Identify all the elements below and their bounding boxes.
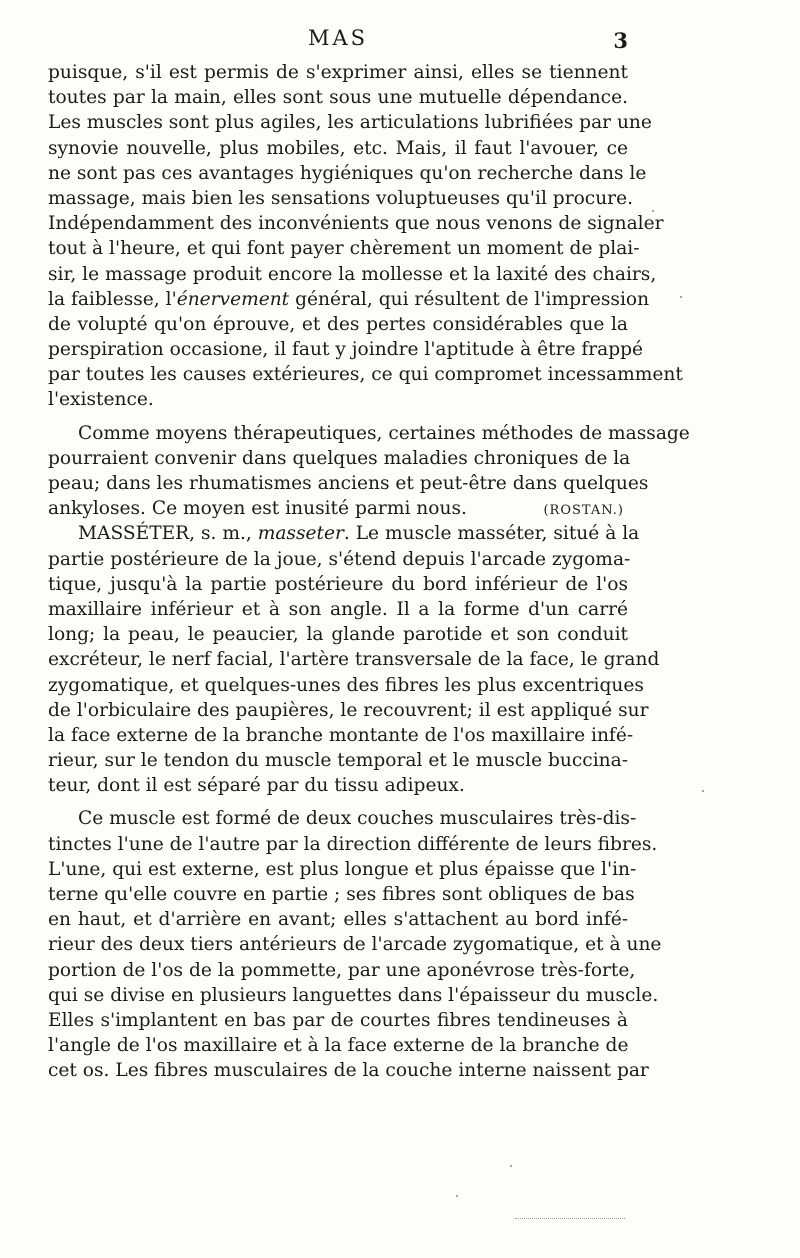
text-line: l'existence. [48,389,154,411]
scan-speck [652,210,654,212]
text-line: l'angle de l'os maxillaire et à la face externe de la branche de [48,1035,629,1057]
text-line: perspiration occasione, il faut y joindre l'aptitude à être frappé [48,339,644,361]
text-line: la face externe de la branche montante de l'os maxillaire infé- [48,724,634,746]
page-header [48,26,628,56]
text-line: synovie nouvelle, plus mobiles, etc. Mais, il faut l'avouer, ce [48,137,628,159]
text-line: Elles s'implantent en bas par de courtes fibres tendineuses à [48,1009,628,1031]
text-line: tique, jusqu'à la partie postérieure du bord inférieur de l'os [48,573,628,595]
text-line: puisque, s'il est permis de s'exprimer ainsi, elles se tiennent [48,62,628,83]
text-line: excréteur, le nerf facial, l'artère transversale de la face, le grand [48,649,660,671]
text-line: rieur des deux tiers antérieurs de l'arcade zygomatique, et à une [48,934,662,956]
text-line: qui se divise en plusieurs languettes dans l'épaisseur du muscle. [48,984,659,1006]
footer-rule [515,1218,625,1219]
scan-speck [510,1165,512,1167]
text-line: maxillaire inférieur et à son angle. Il a la forme d'un carré [48,598,628,620]
text-line: de volupté qu'on éprouve, et des pertes considérables que la [48,313,628,335]
text-line: terne qu'elle couvre en partie ; ses fibres sont obliques de bas [48,884,635,905]
text-line-with-signature [48,496,628,521]
text-line: cet os. Les fibres musculaires de la couche interne naissent par [48,1060,649,1082]
author-signature: (ROSTAN.) [543,503,624,519]
scan-speck [702,790,704,792]
body-text [48,60,690,1084]
text-line: la faiblesse, l'énervement général, qui résultent de l'impression [48,288,650,310]
text-line: sir, le massage produit encore la mollesse et la laxité des chairs, [48,263,657,285]
text-line: Indépendamment des inconvénients que nous venons de signaler [48,213,664,235]
text-line: Ce muscle est formé de deux couches musculaires très-dis- [78,808,637,830]
scan-speck [456,1195,458,1197]
text-line: par toutes les causes extérieures, ce qui compromet incessamment [48,364,683,386]
scan-speck [680,296,682,298]
entry-headword-line: MASSÉTER, s. m., masseter. Le muscle masséter, situé à la [78,523,640,545]
text-line: long; la peau, le peaucier, la glande parotide et son conduit [48,624,628,646]
text-line: rieur, sur le tendon du muscle temporal et le muscle buccina- [48,750,629,772]
text-line: partie postérieure de la joue, s'étend depuis l'arcade zygoma- [48,548,631,570]
text-line: L'une, qui est externe, est plus longue et plus épaisse que l'in- [48,858,637,880]
text-line: teur, dont il est séparé par du tissu adipeux. [48,775,465,797]
text-line: ne sont pas ces avantages hygiéniques qu'on recherche dans le [48,162,647,184]
page-number: 3 [613,28,628,53]
text-line: massage, mais bien les sensations voluptueuses qu'il procure. [48,187,633,209]
text-line: tinctes l'une de l'autre par la direction différente de leurs fibres. [48,833,658,855]
text-line: toutes par la main, elles sont sous une mutuelle dépendance. [48,87,628,109]
text-line: pourraient convenir dans quelques maladies chroniques de la [48,447,631,469]
text-line: Comme moyens thérapeutiques, certaines méthodes de massage [78,422,690,444]
text-line: Les muscles sont plus agiles, les articulations lubrifiées par une [48,112,652,134]
text-line: ankyloses. Ce moyen est inusité parmi nous. [48,498,467,520]
running-head: MAS [307,26,369,50]
text-line: peau; dans les rhumatismes anciens et peut-être dans quelques [48,473,649,494]
text-line: tout à l'heure, et qui font payer chèrement un moment de plai- [48,238,640,260]
text-line: de l'orbiculaire des paupières, le recouvrent; il est appliqué sur [48,699,649,721]
text-line: zygomatique, et quelques-unes des fibres les plus excentriques [48,674,644,696]
text-line: portion de l'os de la pommette, par une aponévrose très-forte, [48,959,636,981]
text-line: en haut, et d'arrière en avant; elles s'attachent au bord infé- [48,909,628,931]
